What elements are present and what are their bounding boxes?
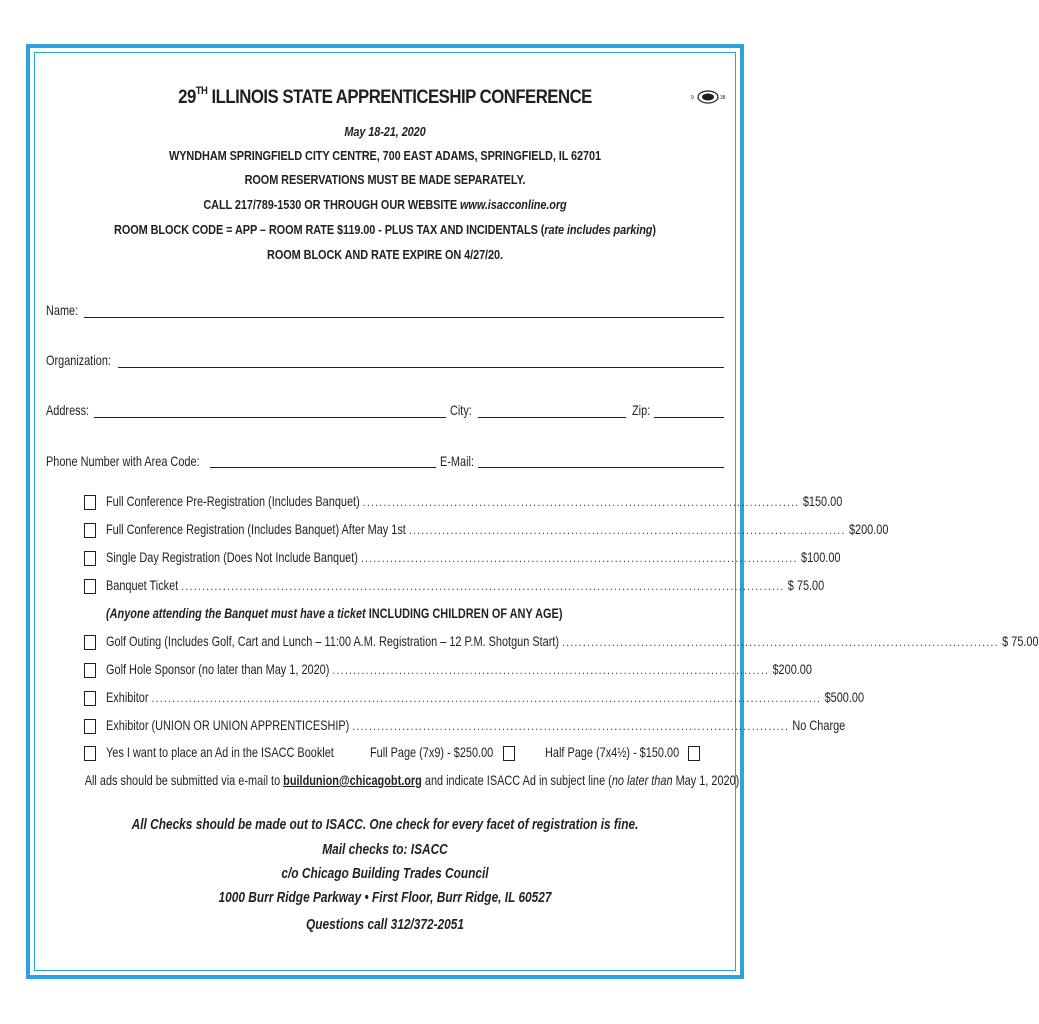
organization-field[interactable] (118, 367, 724, 368)
option-pre-registration: Full Conference Pre-Registration (Includes Banquet) ......................................................................................................... $150.00 (106, 493, 843, 509)
zip-label: Zip: (632, 402, 651, 418)
half-page-label: Half Page (7x4½) - $150.00 (545, 744, 680, 760)
zip-field[interactable] (654, 417, 724, 418)
exhibitor-checkbox[interactable] (84, 691, 96, 706)
golf-sponsor-checkbox[interactable] (84, 663, 96, 678)
ad-checkbox[interactable] (84, 746, 96, 761)
svg-text:9: 9 (691, 95, 694, 101)
phone-label: Phone Number with Area Code: (46, 453, 200, 469)
reservation-note: ROOM RESERVATIONS MUST BE MADE SEPARATELY. (244, 172, 526, 187)
golf-outing-checkbox[interactable] (84, 635, 96, 650)
questions-phone: Questions call 312/372-2051 (306, 917, 464, 933)
banquet-ticket-checkbox[interactable] (84, 579, 96, 594)
name-label: Name: (46, 302, 79, 318)
organization-label: Organization: (46, 352, 111, 368)
option-exhibitor: Exhibitor ................................................................................................................................................................. $500.00 (106, 689, 865, 705)
room-block-code: ROOM BLOCK CODE = APP – ROOM RATE $119.00 - PLUS TAX AND INCIDENTALS (rate includes parking) (114, 222, 656, 237)
ad-email-link[interactable]: buildunion@chicagobt.org (283, 772, 422, 788)
union-bug-icon (690, 90, 726, 104)
registration-checkbox[interactable] (84, 523, 96, 538)
option-banquet-ticket: Banquet Ticket ................................................................................................................................................. $ 75.00 (106, 577, 825, 593)
conference-dates: May 18-21, 2020 (344, 124, 426, 139)
ad-option-label: Yes I want to place an Ad in the ISACC Booklet (106, 744, 334, 760)
address-field[interactable] (94, 417, 446, 418)
union-exhibitor-checkbox[interactable] (84, 719, 96, 734)
mailing-address: 1000 Burr Ridge Parkway • First Floor, Burr Ridge, IL 60527 (218, 890, 552, 906)
page-title: 29TH ILLINOIS STATE APPRENTICESHIP CONFERENCE (178, 84, 592, 108)
phone-field[interactable] (210, 467, 436, 468)
full-page-checkbox[interactable] (503, 746, 515, 761)
checks-note: All Checks should be made out to ISACC. One check for every facet of registration is fine. (131, 817, 639, 833)
website-link[interactable]: www.isacconline.org (460, 197, 567, 212)
option-registration: Full Conference Registration (Includes Banquet) After May 1st ......................................................................................................... $200.00 (106, 521, 889, 537)
option-golf-sponsor: Golf Hole Sponsor (no later than May 1, 2020) ......................................................................................................... $200.00 (106, 661, 812, 677)
full-page-label: Full Page (7x9) - $250.00 (370, 744, 494, 760)
option-golf-outing: Golf Outing (Includes Golf, Cart and Lunch – 11:00 A.M. Registration – 12 P.M. Shotgun Start) ......................................................................................................... $ 75.00 (106, 633, 1039, 649)
svg-text:38: 38 (720, 95, 726, 101)
room-block-expire: ROOM BLOCK AND RATE EXPIRE ON 4/27/20. (267, 247, 503, 262)
half-page-checkbox[interactable] (688, 746, 700, 761)
banquet-note: (Anyone attending the Banquet must have a ticket INCLUDING CHILDREN OF ANY AGE) (106, 605, 563, 621)
city-label: City: (450, 402, 472, 418)
city-field[interactable] (478, 417, 626, 418)
venue-address: WYNDHAM SPRINGFIELD CITY CENTRE, 700 EAST ADAMS, SPRINGFIELD, IL 62701 (168, 148, 601, 163)
single-day-checkbox[interactable] (84, 551, 96, 566)
name-field[interactable] (84, 317, 724, 318)
call-info: CALL 217/789-1530 OR THROUGH OUR WEBSITE www.isacconline.org (203, 197, 567, 212)
email-label: E-Mail: (440, 453, 474, 469)
option-single-day: Single Day Registration (Does Not Include Banquet) ......................................................................................................... $100.00 (106, 549, 841, 565)
option-union-exhibitor: Exhibitor (UNION OR UNION APPRENTICESHIP) ......................................................................................................... No Charge (106, 717, 846, 733)
ads-instructions: All ads should be submitted via e-mail to buildunion@chicagobt.org and indicate ISACC Ad in subject line (no later than May 1, 2020) (84, 772, 740, 788)
mail-checks: Mail checks to: ISACC (322, 842, 448, 858)
address-label: Address: (46, 402, 90, 418)
care-of: c/o Chicago Building Trades Council (281, 866, 489, 882)
email-field[interactable] (478, 467, 724, 468)
pre-registration-checkbox[interactable] (84, 495, 96, 510)
